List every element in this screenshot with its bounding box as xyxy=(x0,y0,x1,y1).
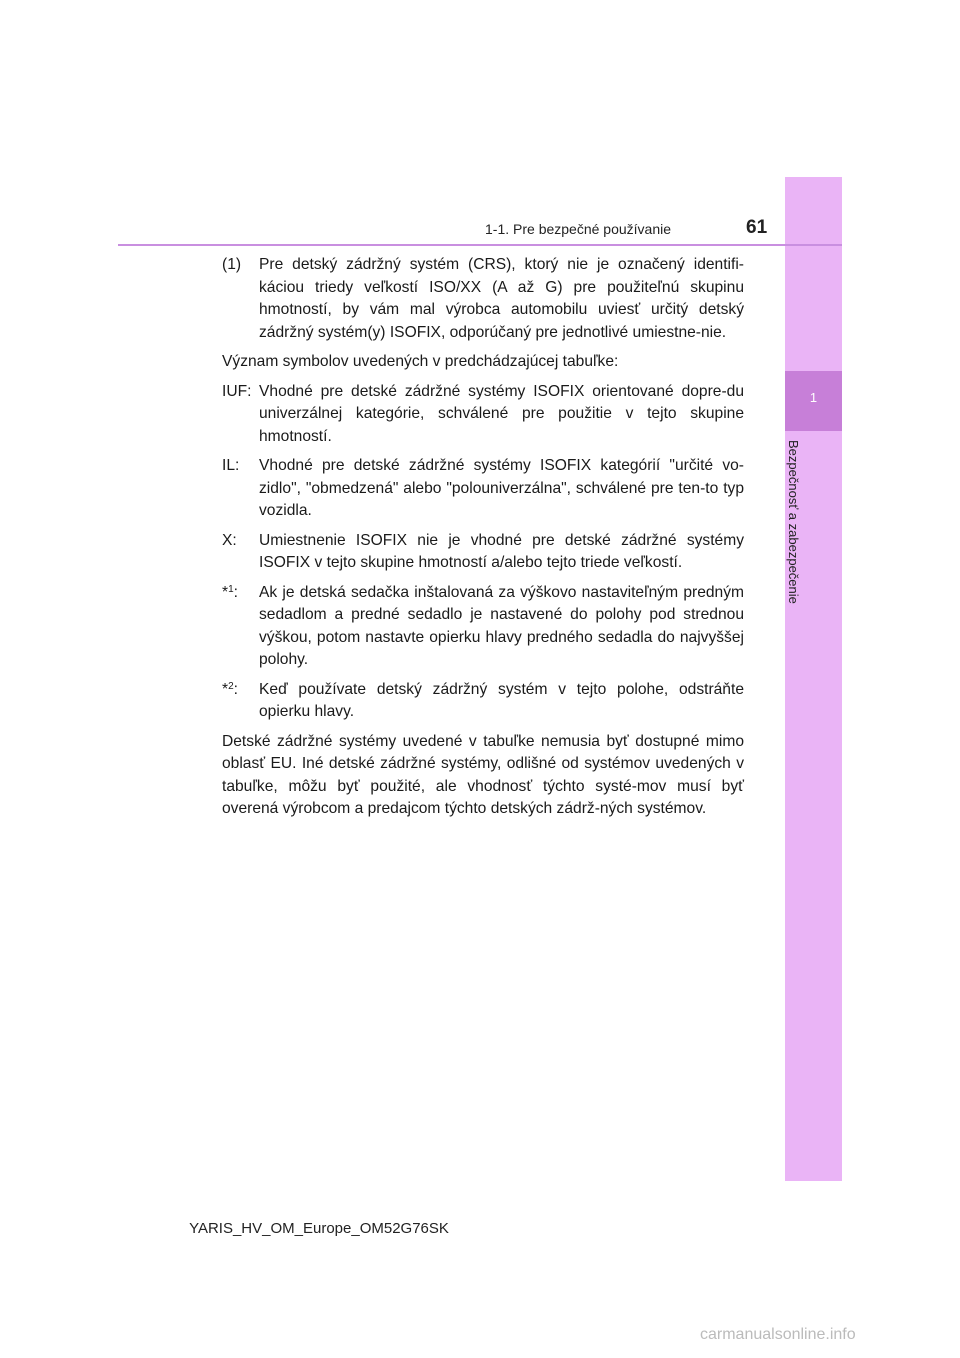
legend-text: Vhodné pre detské zádržné systémy ISOFIX kategórií "určité vo-zidlo", "obmedzená" alebo "polouniverzálna", schválené pre ten-to typ vozidla. xyxy=(259,457,744,519)
legend-text: Vhodné pre detské zádržné systémy ISOFIX orientované dopre-du univerzálnej kategórie, schválené pre použitie v tejto skupine hmotností. xyxy=(259,382,744,445)
legend-marker: IL: xyxy=(222,457,240,474)
note-1 xyxy=(222,254,744,344)
legend-text: Umiestnenie ISOFIX nie je vhodné pre detské zádržné systémy ISOFIX v tejto skupine hmotností a/alebo tejto triede veľkostí. xyxy=(259,531,744,571)
chapter-side-tab xyxy=(785,177,842,1181)
closing-paragraph: Detské zádržné systémy uvedené v tabuľke nemusia byť dostupné mimo oblasť EU. Iné detské zádržné systémy, odlišné od systémov uvedených v tabuľke, môžu byť použité, ale vhodnosť týchto systé-mov musí byť overená výrobcom a predajcom týchto detských zádrž-ných systémov. xyxy=(222,732,744,817)
watermark: carmanualsonline.info xyxy=(700,1326,856,1343)
footnote-number: 1 xyxy=(228,583,234,595)
chapter-title-wrap xyxy=(786,440,800,630)
footnote-2-marker xyxy=(222,679,259,724)
legend-marker: X: xyxy=(222,531,237,549)
page-number: 61 xyxy=(746,217,768,238)
note-1-marker: (1) xyxy=(222,256,242,273)
legend-item-iuf xyxy=(222,381,744,449)
note-1-text: Pre detský zádržný systém (CRS), ktorý nie je označený identifi-káciou triedy veľkostí ISO/XX (A až G) pre použiteľnú skupinu hmotností, by vám mal výrobca automobilu uviesť určitý detský zádržný systém(y) ISOFIX, odporúčaný pre jednotlivé umiestne-nie. xyxy=(259,256,744,341)
legend-item-x xyxy=(222,530,744,575)
footnote-number: 2 xyxy=(228,680,234,692)
chapter-title: Bezpečnosť a zabezpečenie xyxy=(786,440,801,604)
page-content xyxy=(222,254,744,828)
footnote-1 xyxy=(222,582,744,672)
footnote-colon: : xyxy=(233,583,238,601)
footnote-star: * xyxy=(222,583,229,601)
footnote-2-text: Keď používate detský zádržný systém v tejto polohe, odstráňte opierku hlavy. xyxy=(259,680,744,720)
legend-item-il xyxy=(222,455,744,523)
footnote-colon: : xyxy=(233,680,238,698)
footnote-2 xyxy=(222,679,744,724)
footnote-star: * xyxy=(222,680,229,698)
chapter-number: 1 xyxy=(809,390,818,405)
footnote-1-text: Ak je detská sedačka inštalovaná za výškovo nastaviteľným predným sedadlom a predné sedadlo je nastavené do polohy pod strednou výškou, potom nastavte opierku hlavy predného sedadla do najvyššej polohy. xyxy=(259,583,744,668)
legend-intro: Význam symbolov uvedených v predchádzajúcej tabuľke: xyxy=(222,353,619,370)
header-rule xyxy=(118,244,842,246)
section-title: 1-1. Pre bezpečné používanie xyxy=(485,221,672,237)
footnote-1-marker xyxy=(222,582,259,672)
document-code: YARIS_HV_OM_Europe_OM52G76SK xyxy=(189,1220,449,1237)
legend-marker: IUF: xyxy=(222,382,252,400)
